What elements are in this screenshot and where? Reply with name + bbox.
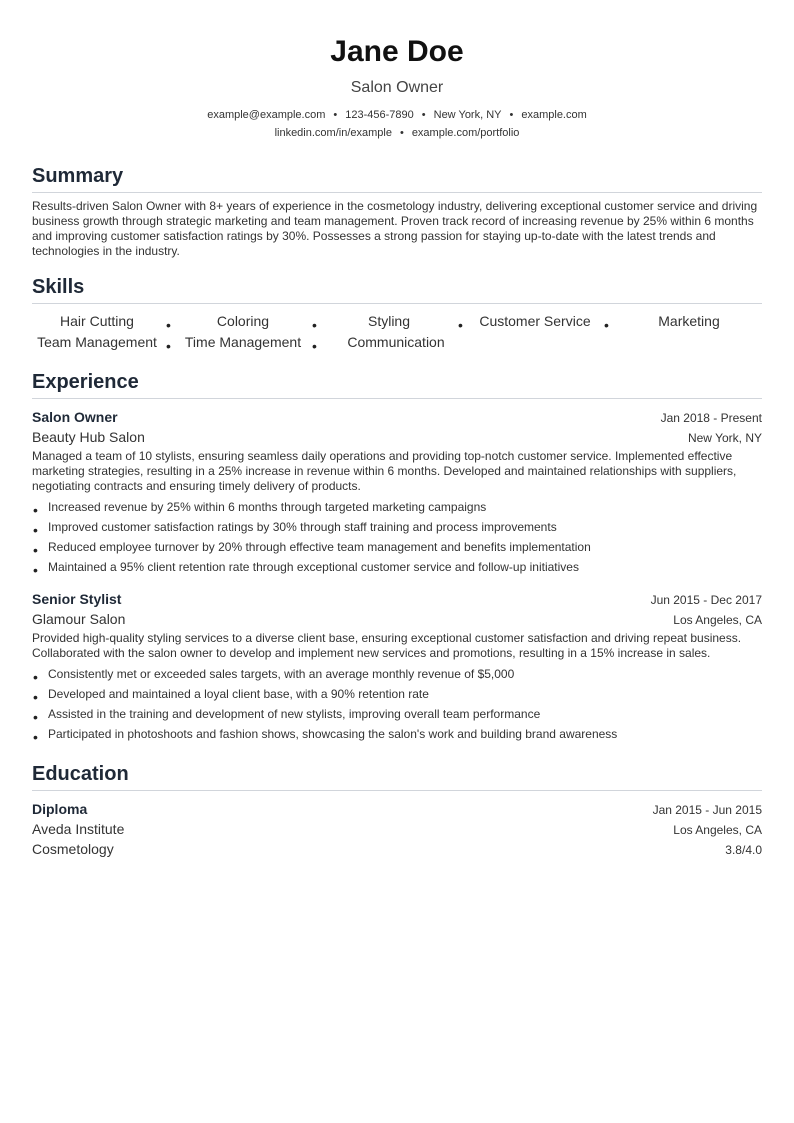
skills-row-1 (32, 312, 762, 333)
bullet-dot: • (33, 502, 38, 518)
skill-item: Customer Service (479, 313, 591, 329)
job-title-row (32, 407, 762, 427)
experience-heading: Experience (32, 370, 762, 399)
summary-text: Results-driven Salon Owner with 8+ years of experience in the cosmetology industry, delivering exceptional customer service and driving business growth through strategic marketing and team management. Proven track record of increasing revenue by 25% within 6 months and improving customer satisfaction ratings by 30%. Possesses a strong passion for staying up-to-date with the latest trends and technologies in the industry. (32, 199, 758, 258)
education-institution-row (32, 819, 762, 839)
education-dates: Jan 2015 - Jun 2015 (652, 803, 762, 817)
job-entry (32, 589, 762, 744)
skill-item: Marketing (658, 313, 720, 329)
summary-heading: Summary (32, 164, 762, 193)
skill-item: Coloring (216, 313, 270, 329)
job-dates: Jan 2018 - Present (660, 411, 762, 425)
achievement-item: • Reduced employee turnover by 20% through effective team management and benefits implementation (33, 540, 591, 558)
education-degree-row (32, 799, 762, 819)
separator-dot: • (333, 109, 338, 121)
candidate-name: Jane Doe (330, 35, 464, 68)
job-entry (32, 407, 762, 577)
achievement-item: • Consistently met or exceeded sales targets, with an average monthly revenue of $5,000 (33, 667, 515, 685)
education-degree: Diploma (32, 801, 88, 817)
job-title: Salon Owner (32, 409, 118, 425)
job-location: New York, NY (687, 431, 762, 445)
education-location: Los Angeles, CA (673, 823, 762, 837)
candidate-title: Salon Owner (350, 79, 444, 96)
achievement-item: • Assisted in the training and development of new stylists, improving overall team performance (33, 707, 541, 725)
summary-section (32, 164, 762, 259)
skill-item: Communication (347, 334, 445, 350)
education-heading: Education (32, 762, 762, 791)
job-title: Senior Stylist (32, 591, 122, 607)
bullet-dot: • (33, 729, 38, 745)
job-description: Provided high-quality styling services to a diverse client base, ensuring exceptional customer satisfaction and driving repeat business. Collaborated with the salon owner to develop and implement new services and promotions, resulting in a 15% increase in sales. (32, 631, 742, 660)
job-dates: Jun 2015 - Dec 2017 (650, 593, 762, 607)
skill-item: Hair Cutting (60, 313, 134, 329)
contact-portfolio[interactable]: example.com/portfolio (411, 127, 520, 139)
job-company-row (32, 427, 762, 447)
skills-row-2 (32, 333, 762, 354)
skills-heading: Skills (32, 275, 762, 304)
bullet-dot: • (33, 562, 38, 578)
contact-website[interactable]: example.com (521, 109, 587, 121)
skills-list (32, 312, 762, 354)
achievement-item: • Improved customer satisfaction ratings by 30% through staff training and process improvements (33, 520, 557, 538)
bullet-dot: • (312, 338, 317, 354)
skill-item: Styling (367, 313, 411, 329)
achievement-item: • Maintained a 95% client retention rate through exceptional customer service and follow-up initiatives (33, 560, 579, 578)
education-section (32, 762, 762, 859)
job-company-row (32, 609, 762, 629)
bullet-dot: • (604, 317, 609, 333)
bullet-dot: • (33, 689, 38, 705)
contact-line-2 (32, 124, 762, 142)
bullet-dot: • (33, 522, 38, 538)
skill-item: Team Management (37, 334, 157, 350)
bullet-dot: • (33, 709, 38, 725)
achievement-item: • Participated in photoshoots and fashion shows, showcasing the salon's work and building brand awareness (33, 727, 618, 745)
contact-location: New York, NY (433, 109, 502, 121)
contact-linkedin[interactable]: linkedin.com/in/example (274, 127, 392, 139)
job-title-row (32, 589, 762, 609)
education-field-row (32, 839, 762, 859)
education-institution: Aveda Institute (32, 821, 125, 837)
bullet-dot: • (312, 317, 317, 333)
separator-dot: • (399, 127, 404, 139)
job-location: Los Angeles, CA (673, 613, 762, 627)
contact-line-1 (32, 106, 762, 124)
resume-header (32, 32, 762, 142)
job-company: Beauty Hub Salon (32, 429, 145, 445)
bullet-dot: • (166, 317, 171, 333)
job-achievements (32, 664, 762, 744)
education-entry (32, 799, 762, 859)
bullet-dot: • (166, 338, 171, 354)
contact-phone[interactable]: 123-456-7890 (345, 109, 414, 121)
skills-section (32, 275, 762, 354)
education-gpa: 3.8/4.0 (725, 843, 762, 857)
skill-item: Time Management (184, 334, 302, 350)
bullet-dot: • (33, 542, 38, 558)
job-company: Glamour Salon (32, 611, 126, 627)
bullet-dot: • (458, 317, 463, 333)
job-description: Managed a team of 10 stylists, ensuring seamless daily operations and providing top-notch customer service. Implemented effective marketing strategies, resulting in a 25% increase in revenue within 6 months. Developed and maintained relationships with suppliers, negotiating contracts and ensuring timely delivery of products. (32, 449, 737, 493)
achievement-item: • Increased revenue by 25% within 6 months through targeted marketing campaigns (33, 500, 487, 518)
contact-email[interactable]: example@example.com (207, 109, 326, 121)
job-achievements (32, 497, 762, 577)
separator-dot: • (421, 109, 426, 121)
experience-section (32, 370, 762, 744)
bullet-dot: • (33, 669, 38, 685)
separator-dot: • (509, 109, 514, 121)
education-field: Cosmetology (32, 841, 114, 857)
achievement-item: • Developed and maintained a loyal client base, with a 90% retention rate (33, 687, 429, 705)
